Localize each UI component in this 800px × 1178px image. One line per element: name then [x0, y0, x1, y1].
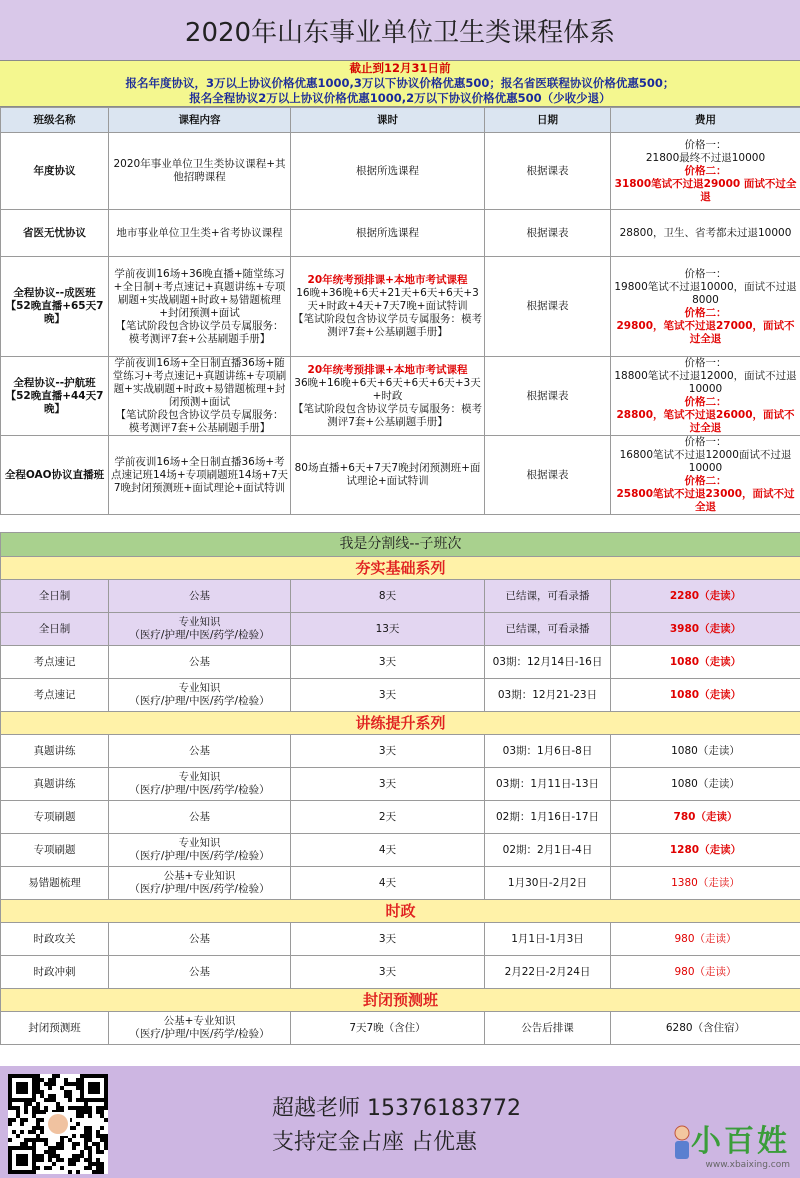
section-title: 封闭预测班: [1, 989, 800, 1012]
price-red: 25800笔试不过退23000，面试不过全退: [616, 488, 795, 513]
class-row: [1, 956, 800, 989]
class-date: 已结课，可看录播: [485, 580, 611, 613]
class-hours: 3天: [291, 768, 485, 801]
package-date: 根据课表: [485, 436, 611, 515]
package-date: 根据课表: [485, 210, 611, 257]
class-row: [1, 580, 800, 613]
class-content: 专业知识 （医疗/护理/中医/药学/检验）: [109, 613, 291, 646]
contact-block: [272, 1092, 521, 1160]
package-row: [1, 436, 800, 515]
class-hours: 3天: [291, 679, 485, 712]
class-date: 公告后排课: [485, 1012, 611, 1045]
page-title: 2020年山东事业单位卫生类课程体系: [0, 0, 800, 61]
class-date: 03期：12月14日-16日: [485, 646, 611, 679]
hours-line: 36晚+16晚+6天+6天+6天+6天+3天+时政: [294, 376, 481, 402]
class-content: 公基+专业知识 （医疗/护理/中医/药学/检验）: [109, 1012, 291, 1045]
class-price: 1280（走读）: [611, 834, 800, 867]
class-date: 1月1日-1月3日: [485, 923, 611, 956]
price-red: 31800笔试不过退29000 面试不过全退: [614, 177, 797, 203]
class-hours: 3天: [291, 735, 485, 768]
class-hours: 3天: [291, 923, 485, 956]
class-name: 真题讲练: [1, 735, 109, 768]
package-row: [1, 357, 800, 436]
price-red: 价格二：: [684, 164, 727, 177]
header-row: [1, 108, 800, 133]
price-plain: 16800笔试不过退12000面试不过退10000: [619, 449, 792, 474]
package-table: [0, 107, 800, 515]
column-header: 课时: [291, 108, 485, 133]
package-hours: [291, 133, 485, 210]
section-title: 讲练提升系列: [1, 712, 800, 735]
column-header: 费用: [611, 108, 800, 133]
section-row: [1, 989, 800, 1012]
class-price: 1080（走读）: [611, 735, 800, 768]
price-red: 价格二：: [684, 475, 727, 487]
package-name: 全程协议--成医班【52晚直播+65天7晚】: [1, 257, 109, 357]
price-plain: 价格一：: [684, 436, 727, 448]
divider-row: [1, 533, 800, 557]
package-name: 省医无忧协议: [1, 210, 109, 257]
package-name: 全程OAO协议直播班: [1, 436, 109, 515]
price-plain: 21800最终不过退10000: [645, 151, 766, 164]
class-price: 2280（走读）: [611, 580, 800, 613]
price-red: 28800，笔试不过退26000，面试不过全退: [616, 409, 795, 434]
package-hours: [291, 436, 485, 515]
class-date: 已结课，可看录播: [485, 613, 611, 646]
package-hours: [291, 257, 485, 357]
class-price: 780（走读）: [611, 801, 800, 834]
class-content: 公基: [109, 646, 291, 679]
class-price: 1380（走读）: [611, 867, 800, 900]
class-date: 1月30日-2月2日: [485, 867, 611, 900]
contact-footer: [0, 1066, 800, 1178]
class-name: 全日制: [1, 580, 109, 613]
class-hours: 2天: [291, 801, 485, 834]
section-row: [1, 900, 800, 923]
class-name: 真题讲练: [1, 768, 109, 801]
package-content: 地市事业单位卫生类+省考协议课程: [109, 210, 291, 257]
hours-highlight: 20年统考预排课+本地市考试课程: [307, 363, 468, 376]
class-price: 1080（走读）: [611, 768, 800, 801]
package-content: 学前夜训16场+全日制直播36场+考点速记班14场+专项刷题班14场+7天7晚封闭预测班+面试理论+面试特训: [109, 436, 291, 515]
notice-line-2: 报名全程协议2万以上协议价格优惠1000,2万以下协议价格优惠500（少收少退）: [189, 91, 611, 105]
qr-code[interactable]: [8, 1074, 108, 1174]
price-plain: 19800笔试不过退10000，面试不过退8000: [614, 280, 797, 306]
hours-line: 16晚+36晚+6天+21天+6天+6天+3天+时政+4天+7天7晚+面试特训: [296, 287, 479, 312]
package-date: 根据课表: [485, 357, 611, 436]
logo-url: www.xbaixing.com: [705, 1160, 790, 1170]
price-plain: 价格一：: [684, 357, 727, 369]
class-name: 专项刷题: [1, 834, 109, 867]
price-plain: 18800笔试不过退12000，面试不过退10000: [614, 370, 797, 395]
brand-logo: [670, 1116, 790, 1172]
sub-class-table: [0, 532, 800, 1045]
price-red: 价格二：: [684, 396, 727, 408]
package-date: 根据课表: [485, 257, 611, 357]
hours-line: 【笔试阶段包含协议学员专属服务：模考测评7套+公基刷题手册】: [293, 313, 482, 338]
class-date: 03期：1月11日-13日: [485, 768, 611, 801]
class-content: 专业知识 （医疗/护理/中医/药学/检验）: [109, 834, 291, 867]
class-row: [1, 834, 800, 867]
package-content: 学前夜训16场+全日制直播36场+随堂练习+考点速记+真题讲练+专项刷题+实战刷题+时政+易错题梳理+封闭预测+面试 【笔试阶段包含协议学员专属服务：模考测评7套+公基刷题手册】: [109, 357, 291, 436]
price-plain: 28800，卫生、省考都未过退10000: [619, 226, 792, 239]
price-plain: 价格一：: [684, 267, 727, 280]
class-content: 公基: [109, 801, 291, 834]
class-hours: 4天: [291, 867, 485, 900]
class-content: 专业知识 （医疗/护理/中医/药学/检验）: [109, 768, 291, 801]
class-hours: 7天7晚（含住）: [291, 1012, 485, 1045]
class-row: [1, 735, 800, 768]
package-price: [611, 357, 800, 436]
package-content: 学前夜训16场+36晚直播+随堂练习+全日制+考点速记+真题讲练+专项刷题+实战刷题+时政+易错题梳理+封闭预测+面试 【笔试阶段包含协议学员专属服务：模考测评7套+公基刷题手册】: [109, 257, 291, 357]
section-row: [1, 712, 800, 735]
promo-notice: [0, 61, 800, 107]
hours-line: 【笔试阶段包含协议学员专属服务：模考测评7套+公基刷题手册】: [293, 402, 482, 428]
class-date: 02期：2月1日-4日: [485, 834, 611, 867]
class-content: 公基: [109, 923, 291, 956]
class-content: 公基: [109, 580, 291, 613]
class-content: 公基: [109, 735, 291, 768]
class-name: 全日制: [1, 613, 109, 646]
class-row: [1, 679, 800, 712]
class-name: 时政冲刺: [1, 956, 109, 989]
package-date: 根据课表: [485, 133, 611, 210]
package-content: 2020年事业单位卫生类协议课程+其他招聘课程: [109, 133, 291, 210]
class-name: 封闭预测班: [1, 1012, 109, 1045]
class-hours: 8天: [291, 580, 485, 613]
section-title: 时政: [1, 900, 800, 923]
package-price: [611, 257, 800, 357]
class-date: 03期：12月21-23日: [485, 679, 611, 712]
class-name: 考点速记: [1, 646, 109, 679]
class-price: 980（走读）: [611, 956, 800, 989]
package-price: [611, 436, 800, 515]
class-row: [1, 646, 800, 679]
hours-highlight: 20年统考预排课+本地市考试课程: [307, 274, 468, 286]
class-date: 02期：1月16日-17日: [485, 801, 611, 834]
hours-line: 根据所选课程: [356, 164, 419, 177]
class-hours: 13天: [291, 613, 485, 646]
section-title: 夯实基础系列: [1, 557, 800, 580]
package-row: [1, 257, 800, 357]
class-row: [1, 801, 800, 834]
price-red: 29800，笔试不过退27000，面试不过全退: [616, 319, 795, 345]
package-price: [611, 133, 800, 210]
class-date: 03期：1月6日-8日: [485, 735, 611, 768]
hours-line: 根据所选课程: [356, 226, 419, 239]
notice-deadline: 截止到12月31日前: [349, 61, 451, 75]
column-header: 日期: [485, 108, 611, 133]
package-row: [1, 210, 800, 257]
deposit-slogan: 支持定金占座 占优惠: [272, 1130, 477, 1155]
class-content: 专业知识 （医疗/护理/中医/药学/检验）: [109, 679, 291, 712]
logo-name: 小百姓: [691, 1124, 790, 1159]
section-row: [1, 557, 800, 580]
price-plain: 价格一：: [684, 138, 727, 151]
column-header: 班级名称: [1, 108, 109, 133]
class-hours: 3天: [291, 956, 485, 989]
price-red: 价格二：: [684, 306, 727, 319]
package-name: 年度协议: [1, 133, 109, 210]
class-price: 1080（走读）: [611, 646, 800, 679]
hours-line: 80场直播+6天+7天7晚封闭预测班+面试理论+面试特训: [294, 462, 481, 487]
contact-phone: 超越老师 15376183772: [272, 1096, 521, 1121]
notice-line-1: 报名年度协议，3万以上协议价格优惠1000,3万以下协议价格优惠500；报名省医联程协议价格优惠500；: [125, 76, 675, 90]
class-name: 专项刷题: [1, 801, 109, 834]
package-name: 全程协议--护航班【52晚直播+44天7晚】: [1, 357, 109, 436]
class-row: [1, 1012, 800, 1045]
class-name: 易错题梳理: [1, 867, 109, 900]
class-row: [1, 613, 800, 646]
class-price: 6280（含住宿）: [611, 1012, 800, 1045]
class-content: 公基: [109, 956, 291, 989]
class-hours: 4天: [291, 834, 485, 867]
class-content: 公基+专业知识 （医疗/护理/中医/药学/检验）: [109, 867, 291, 900]
class-row: [1, 867, 800, 900]
class-price: 1080（走读）: [611, 679, 800, 712]
class-date: 2月22日-2月24日: [485, 956, 611, 989]
package-price: [611, 210, 800, 257]
divider-label: 我是分割线--子班次: [1, 533, 800, 557]
class-price: 3980（走读）: [611, 613, 800, 646]
class-hours: 3天: [291, 646, 485, 679]
class-price: 980（走读）: [611, 923, 800, 956]
class-name: 考点速记: [1, 679, 109, 712]
package-hours: [291, 210, 485, 257]
class-row: [1, 768, 800, 801]
class-row: [1, 923, 800, 956]
package-row: [1, 133, 800, 210]
column-header: 课程内容: [109, 108, 291, 133]
class-name: 时政攻关: [1, 923, 109, 956]
package-hours: [291, 357, 485, 436]
